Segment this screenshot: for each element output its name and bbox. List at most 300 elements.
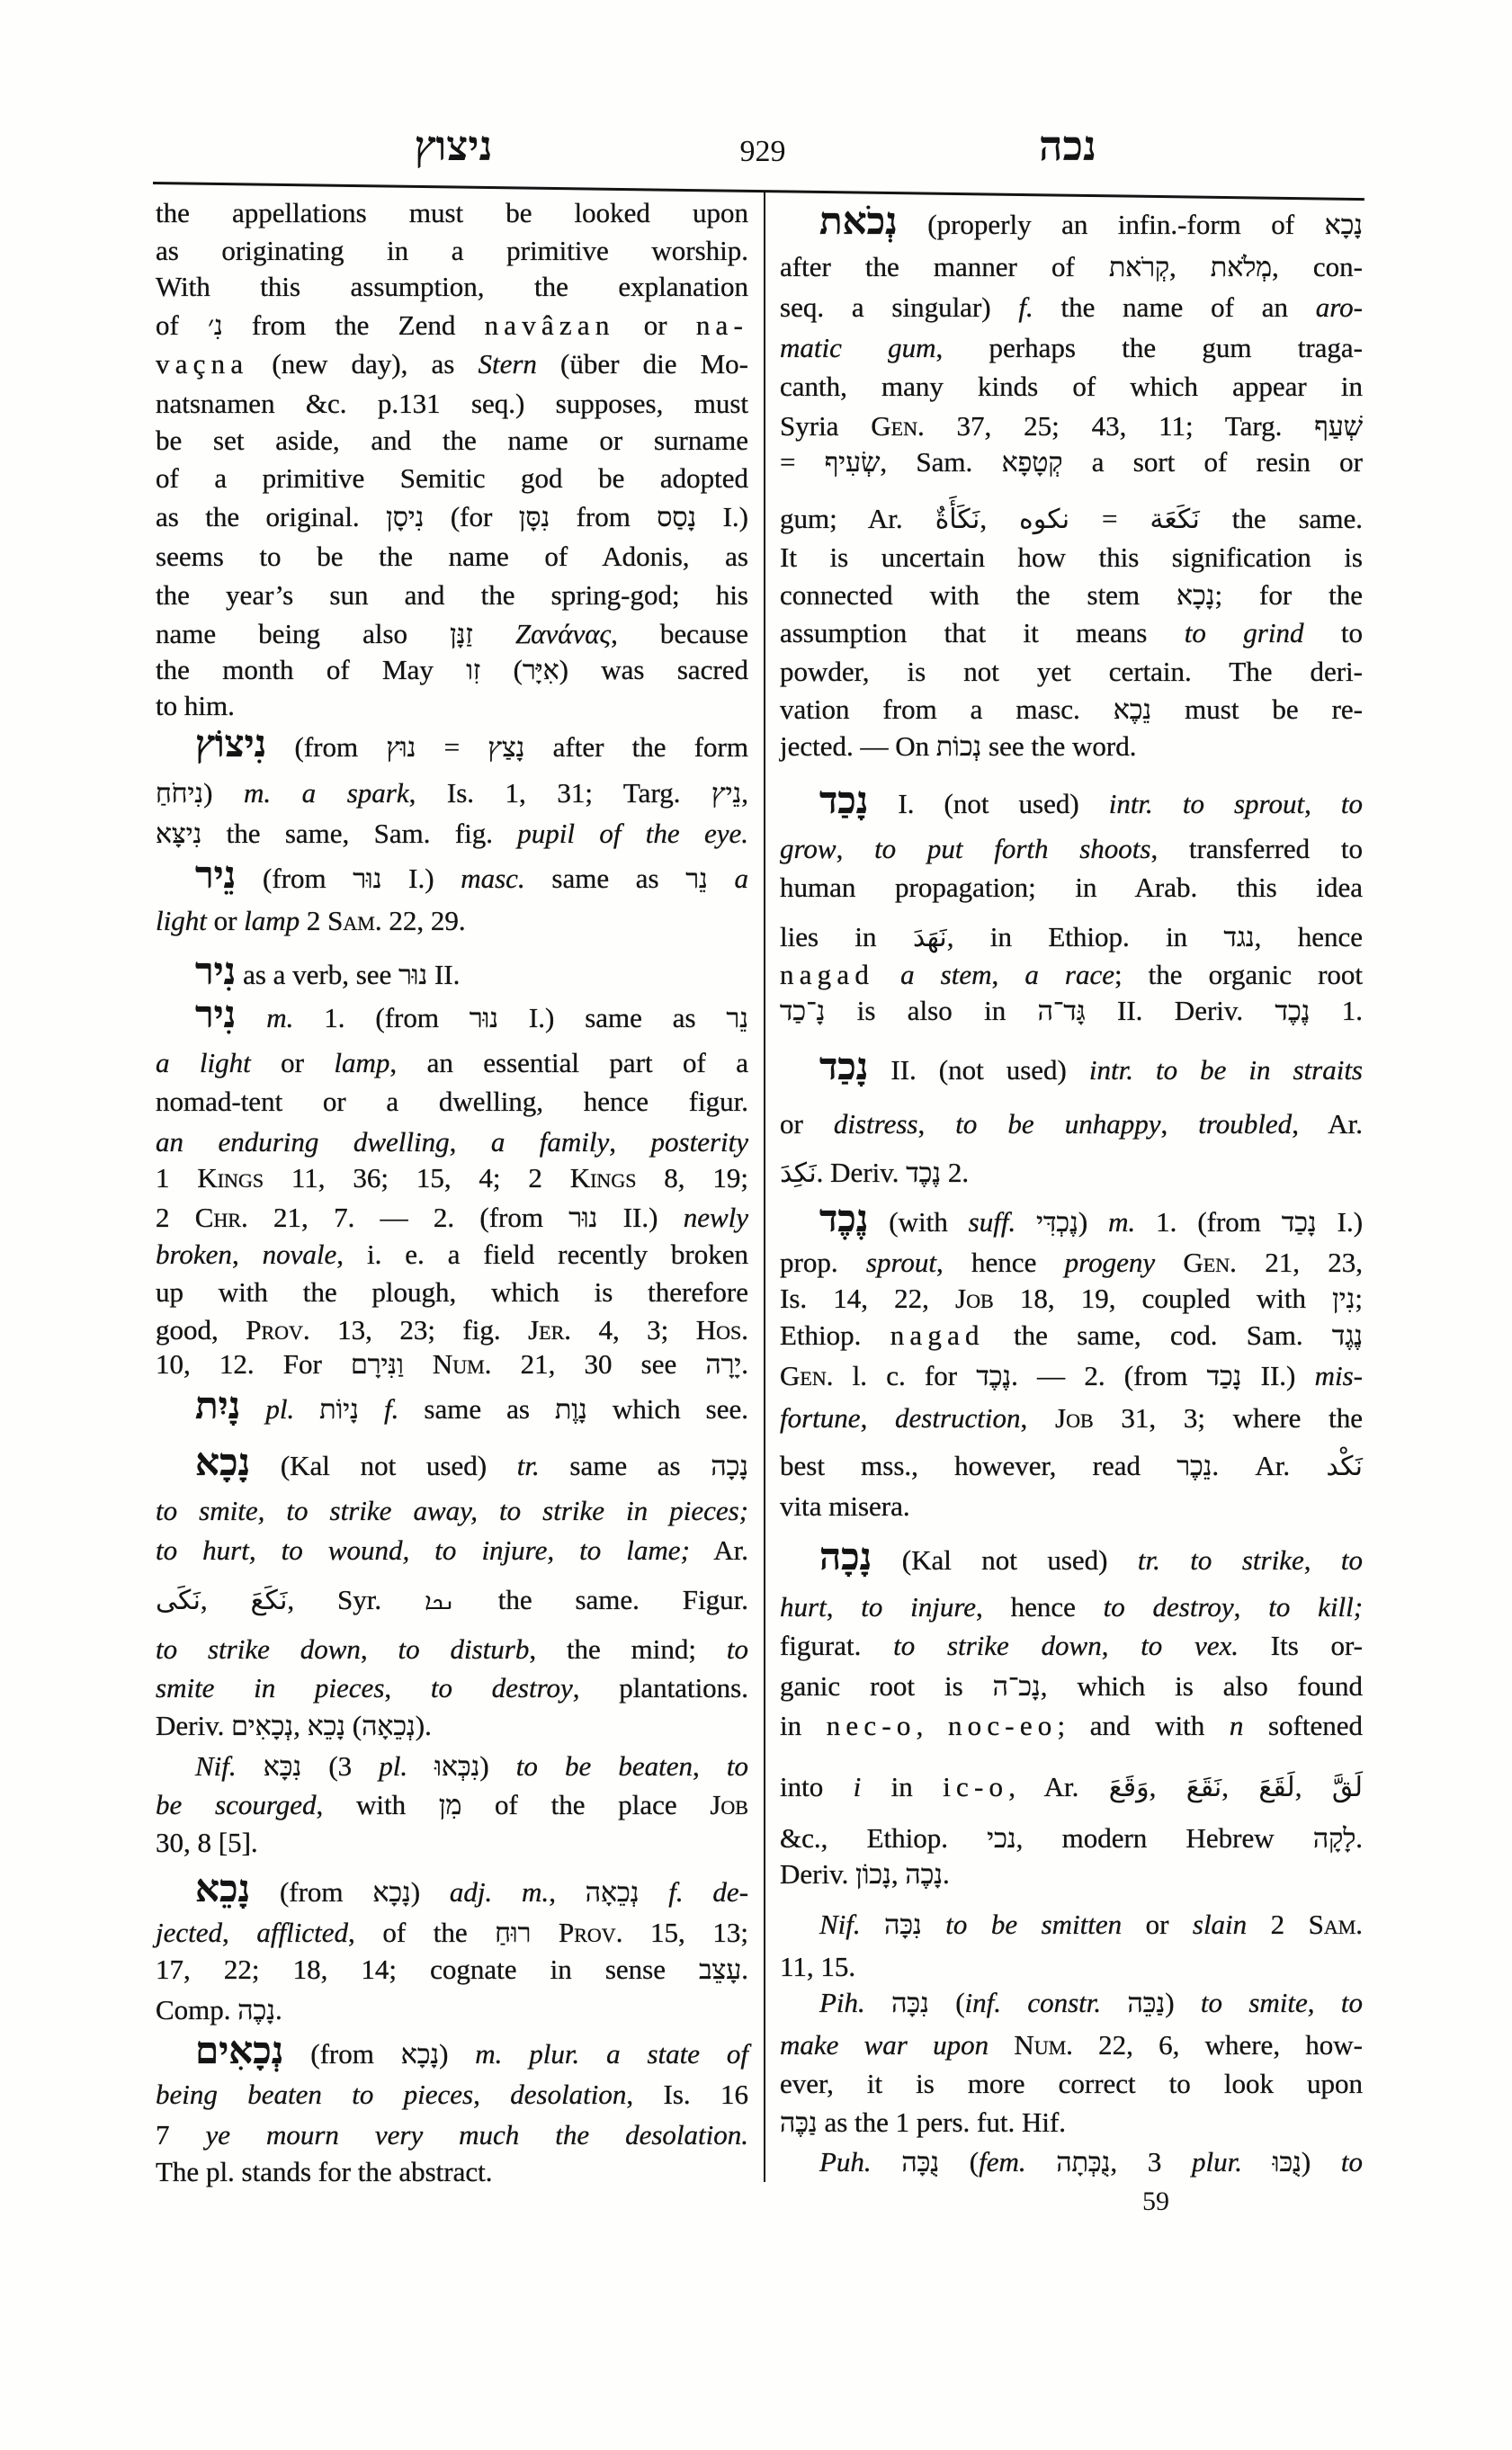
hebrew-word: נֶכֶד bbox=[976, 1362, 1012, 1391]
text-line bbox=[156, 308, 748, 344]
italic-run: a bbox=[734, 863, 748, 894]
arabic-word: نَكَأَةٌ bbox=[935, 504, 980, 535]
text-run: = bbox=[1069, 503, 1150, 534]
text-line bbox=[780, 290, 1363, 326]
text-line bbox=[156, 652, 748, 688]
hebrew-word: נָסַס bbox=[657, 503, 697, 532]
text-line bbox=[780, 957, 1363, 993]
spaced-run: ic-o bbox=[943, 1771, 1009, 1802]
text-run: same as bbox=[524, 863, 686, 894]
text-run: ) bbox=[410, 1876, 450, 1908]
text-line bbox=[780, 993, 1363, 1029]
hebrew-word: נֵכֶר bbox=[1176, 1452, 1212, 1481]
small-caps-run: Job bbox=[1055, 1402, 1094, 1434]
text-run: , bbox=[741, 777, 748, 809]
text-run: 22, 29. bbox=[381, 905, 466, 936]
text-line bbox=[780, 1106, 1363, 1142]
hebrew-word: נֶגֶד bbox=[1331, 1321, 1363, 1351]
text-run: ganic root is bbox=[780, 1670, 993, 1702]
italic-run: to bbox=[726, 1633, 748, 1665]
small-caps-run: Hos. bbox=[695, 1314, 748, 1346]
hebrew-headword: נְכֹאת bbox=[819, 201, 898, 243]
text-line bbox=[780, 2105, 1363, 2141]
italic-run: afflicted bbox=[256, 1917, 348, 1948]
text-run: (from bbox=[250, 1876, 373, 1908]
text-run: II.) bbox=[1241, 1360, 1315, 1391]
italic-run: Nif. bbox=[195, 1750, 237, 1782]
spaced-run: nagad bbox=[780, 959, 875, 990]
italic-run: f. de- bbox=[668, 1876, 749, 1908]
text-run: , bbox=[549, 1876, 586, 1908]
text-line bbox=[780, 615, 1363, 651]
hebrew-word: עָצֵב bbox=[699, 1955, 742, 1985]
text-run: ) bbox=[1078, 1206, 1109, 1238]
text-run: (Kal not used) bbox=[872, 1544, 1138, 1576]
text-run: the appellations must be looked upon bbox=[156, 197, 748, 228]
text-run: in bbox=[861, 1771, 944, 1802]
italic-run: destruction bbox=[895, 1402, 1021, 1434]
hebrew-word: נֵיץ bbox=[711, 779, 742, 809]
text-line bbox=[156, 1708, 748, 1744]
italic-run: to strike down bbox=[156, 1633, 361, 1665]
hebrew-word: נָכַד bbox=[1281, 1208, 1317, 1238]
text-run: the year’s sun and the spring-god; his bbox=[156, 579, 748, 611]
arabic-word: نَكَعَة bbox=[1150, 504, 1200, 535]
hebrew-word: קְרֹאת bbox=[1108, 253, 1170, 282]
text-run: ) bbox=[479, 1750, 516, 1782]
text-line bbox=[156, 1312, 748, 1348]
text-run: (from bbox=[266, 731, 387, 763]
text-run: of the place bbox=[461, 1789, 711, 1820]
text-line bbox=[156, 1915, 748, 1951]
small-caps-run: Sam. bbox=[1308, 1909, 1364, 1940]
text-run: , bbox=[293, 1710, 308, 1741]
text-run: figurat. bbox=[780, 1630, 894, 1661]
text-line bbox=[780, 1281, 1363, 1317]
italic-run: to smite bbox=[1200, 1987, 1308, 2018]
text-run: must be re- bbox=[1151, 693, 1363, 725]
italic-run: to be beaten bbox=[515, 1750, 693, 1782]
text-line bbox=[156, 1748, 748, 1784]
text-run bbox=[1242, 2146, 1273, 2177]
text-run: , hence bbox=[935, 1247, 1065, 1278]
italic-run: a race bbox=[1024, 959, 1114, 990]
italic-run: plur. bbox=[1192, 2146, 1243, 2177]
italic-run: Pih. bbox=[819, 1987, 865, 2018]
italic-run: intr. to be in straits bbox=[1088, 1054, 1363, 1086]
text-line bbox=[156, 688, 748, 724]
italic-run: to destroy bbox=[1103, 1591, 1234, 1623]
hebrew-word: נָכָא bbox=[1324, 210, 1363, 240]
text-run: Comp. bbox=[156, 1994, 238, 2025]
italic-run: f. bbox=[383, 1393, 399, 1425]
text-line bbox=[780, 577, 1363, 613]
hebrew-word: נֵר bbox=[726, 1004, 748, 1033]
text-line bbox=[780, 919, 1363, 955]
text-run: . bbox=[1355, 1822, 1363, 1854]
text-run: up with the plough, which is therefore bbox=[156, 1276, 748, 1308]
text-line bbox=[156, 386, 748, 422]
hebrew-headword: נָכַד bbox=[819, 1047, 869, 1088]
text-run: , transferred to bbox=[1150, 833, 1363, 864]
text-run: , plantations. bbox=[572, 1672, 748, 1703]
text-run: , bbox=[1149, 1771, 1186, 1802]
hebrew-word: נְכוֹת bbox=[935, 732, 982, 762]
text-line bbox=[156, 269, 748, 305]
hebrew-word: נִכָּה bbox=[884, 1910, 922, 1940]
text-run: 21, 30 see bbox=[491, 1348, 706, 1380]
text-line bbox=[156, 1632, 748, 1668]
text-run: ( bbox=[939, 2146, 980, 2177]
text-run: gum; Ar. bbox=[780, 503, 935, 534]
text-run: , Is. 1, 31; Targ. bbox=[408, 777, 711, 809]
text-run: , bbox=[1233, 1591, 1269, 1623]
hebrew-word: רוּחַ bbox=[495, 1918, 532, 1948]
text-run: , i. e. a field recently broken bbox=[336, 1238, 748, 1270]
text-run: , bbox=[1307, 1987, 1341, 2018]
text-line bbox=[156, 1124, 748, 1160]
text-run: same as bbox=[539, 1450, 711, 1481]
italic-run: Ζανάνας bbox=[514, 618, 612, 649]
text-run: , bbox=[200, 1584, 251, 1615]
italic-run: to grind bbox=[1184, 617, 1304, 648]
text-run: II. Deriv. bbox=[1085, 995, 1275, 1026]
hebrew-word: נֵכֶא bbox=[1113, 695, 1152, 725]
text-run: , bbox=[1221, 1771, 1259, 1802]
text-run: ; for the bbox=[1214, 579, 1364, 611]
small-caps-run: Gen. bbox=[871, 410, 925, 442]
text-line bbox=[780, 1589, 1363, 1625]
text-line bbox=[156, 2077, 748, 2113]
text-run: or bbox=[206, 905, 245, 936]
text-line bbox=[780, 501, 1363, 537]
text-line bbox=[780, 1400, 1363, 1436]
hebrew-word: נֻכְּתָה bbox=[1056, 2148, 1111, 2177]
hebrew-word: נוּץ bbox=[386, 733, 416, 763]
small-caps-run: Num. bbox=[1014, 2029, 1073, 2061]
hebrew-headword: נֵיר bbox=[195, 855, 237, 897]
text-run: ever, it is more correct to look upon bbox=[780, 2068, 1363, 2099]
text-run: , bbox=[1169, 251, 1211, 282]
text-run: I. (not used) bbox=[868, 788, 1109, 819]
text-run: from the Zend bbox=[222, 309, 485, 341]
hebrew-word: מְלֹאת bbox=[1210, 253, 1273, 282]
text-line bbox=[156, 233, 748, 269]
text-run: , con- bbox=[1272, 251, 1363, 282]
text-run: ) bbox=[1165, 1987, 1201, 2018]
running-head-left: ניצוץ bbox=[414, 123, 493, 169]
hebrew-word: נְכֵאָה bbox=[362, 1712, 416, 1741]
text-run: , bbox=[1101, 1630, 1141, 1661]
text-line bbox=[156, 195, 748, 231]
text-run: . bbox=[943, 1858, 950, 1890]
text-line bbox=[156, 1084, 748, 1120]
text-line bbox=[780, 1245, 1363, 1281]
text-run: . Ar. bbox=[1212, 1450, 1327, 1481]
text-run bbox=[708, 863, 735, 894]
text-run: to him. bbox=[156, 690, 235, 721]
text-line bbox=[780, 1318, 1363, 1354]
text-line bbox=[780, 1949, 1363, 1985]
italic-run: intr. to sprout bbox=[1108, 788, 1305, 819]
hebrew-word: גָּד־ה bbox=[1037, 997, 1086, 1026]
text-run: ; bbox=[1355, 1283, 1364, 1314]
text-run: , bbox=[860, 1402, 896, 1434]
italic-run: to bbox=[1340, 1544, 1364, 1576]
text-run bbox=[359, 1393, 384, 1425]
text-run: Is. 14, 22, bbox=[780, 1283, 956, 1314]
text-run: , hence bbox=[976, 1591, 1104, 1623]
text-line bbox=[156, 1443, 748, 1484]
text-run bbox=[1101, 1987, 1127, 2018]
hebrew-word: נִכָּה bbox=[891, 1989, 929, 2018]
small-caps-run: Prov. bbox=[246, 1314, 310, 1346]
arabic-word: نَكَى bbox=[156, 1585, 201, 1616]
text-run: ) bbox=[203, 777, 244, 809]
text-run: (Kal not used) bbox=[250, 1450, 517, 1481]
text-run bbox=[639, 1876, 668, 1908]
text-run: 1. (from bbox=[293, 1002, 470, 1033]
hebrew-word: נוּר bbox=[398, 961, 428, 990]
text-line bbox=[156, 499, 748, 535]
text-run bbox=[861, 1909, 884, 1940]
italic-run: make war upon bbox=[780, 2029, 989, 2061]
italic-run: light bbox=[156, 905, 207, 936]
hebrew-word: נָיוֹת bbox=[319, 1395, 359, 1425]
text-run bbox=[874, 959, 900, 990]
italic-run: slain bbox=[1192, 1909, 1248, 1940]
text-run: ; and with bbox=[1057, 1710, 1230, 1741]
text-run: 18, 19, coupled with bbox=[993, 1283, 1333, 1314]
text-line bbox=[780, 540, 1363, 576]
text-run: into bbox=[780, 1771, 854, 1802]
text-line bbox=[156, 2031, 748, 2072]
text-line bbox=[156, 1582, 748, 1618]
text-run: prop. bbox=[780, 1247, 866, 1278]
hebrew-headword: נָכָא bbox=[195, 1443, 251, 1484]
text-run: , Is. 16 bbox=[626, 2079, 749, 2110]
text-run: 2 bbox=[156, 1202, 195, 1233]
italic-run: pupil of the eye. bbox=[517, 818, 748, 849]
text-run: (from bbox=[283, 2038, 401, 2070]
text-run: or bbox=[614, 309, 696, 341]
text-run: a sort of resin or bbox=[1062, 446, 1363, 478]
text-line bbox=[156, 1992, 748, 2028]
text-run bbox=[531, 1917, 559, 1948]
text-line bbox=[156, 423, 748, 459]
text-run: , because bbox=[611, 618, 748, 649]
text-run: , bbox=[693, 1750, 727, 1782]
text-run: 4, 3; bbox=[571, 1314, 696, 1346]
text-run: to bbox=[1303, 617, 1363, 648]
spaced-run: na- bbox=[695, 309, 749, 341]
text-run: as a verb, see bbox=[236, 959, 399, 990]
text-line bbox=[156, 1670, 748, 1706]
text-run: after the form bbox=[524, 731, 748, 763]
hebrew-word: נָכָה bbox=[711, 1452, 748, 1481]
text-run bbox=[407, 1750, 434, 1782]
italic-run: grow bbox=[780, 833, 837, 864]
italic-run: m. a spark bbox=[244, 777, 409, 809]
italic-run: fem. bbox=[979, 2146, 1026, 2177]
italic-run: f. bbox=[1018, 291, 1033, 323]
italic-run: be scourged bbox=[156, 1789, 317, 1820]
italic-run: Stern bbox=[478, 348, 537, 380]
small-caps-run: Kings bbox=[197, 1162, 264, 1194]
text-run: , bbox=[609, 1126, 651, 1158]
text-run: good, bbox=[156, 1314, 246, 1346]
text-run: powder, is not yet certain. The deri- bbox=[780, 656, 1363, 687]
text-run: ( bbox=[480, 654, 523, 685]
text-line bbox=[780, 249, 1363, 285]
hebrew-headword: נִיצוֹץ bbox=[195, 724, 267, 765]
column-right bbox=[780, 0, 1363, 2450]
text-run: ( bbox=[345, 1710, 362, 1741]
text-run: seems to be the name of Adonis, as bbox=[156, 541, 748, 572]
text-run: , bbox=[449, 1126, 491, 1158]
text-run: the same. Figur. bbox=[454, 1584, 748, 1615]
hebrew-word: נִכְּאוּ bbox=[434, 1752, 480, 1782]
text-run: Deriv. bbox=[156, 1710, 232, 1741]
text-run: 17, 22; 18, 14; cognate in sense bbox=[156, 1954, 700, 1985]
hebrew-word: זִו bbox=[466, 656, 481, 685]
arabic-word: نَهَدَ bbox=[912, 922, 947, 953]
text-line bbox=[780, 2144, 1363, 2180]
text-run: 8, 19; bbox=[636, 1162, 748, 1194]
hebrew-headword: נָכָה bbox=[819, 1537, 872, 1578]
text-run: , Sam. bbox=[880, 446, 1002, 478]
spaced-run: noc-eo bbox=[947, 1710, 1058, 1741]
text-run: of a primitive Semitic god be adopted bbox=[156, 462, 748, 494]
hebrew-word: לָקָה bbox=[1312, 1824, 1356, 1854]
text-line bbox=[156, 1200, 748, 1236]
text-run: or bbox=[250, 1047, 335, 1078]
italic-run: to bbox=[726, 1750, 749, 1782]
text-run: ) was sacred bbox=[559, 654, 749, 685]
hebrew-headword: נָיִת bbox=[195, 1386, 241, 1427]
italic-run: jected bbox=[156, 1917, 223, 1948]
text-line bbox=[156, 1869, 749, 1910]
italic-run: masc. bbox=[461, 863, 525, 894]
text-run: human propagation; in Arab. this idea bbox=[780, 872, 1363, 903]
text-line bbox=[156, 2117, 748, 2153]
text-run: I.) bbox=[696, 501, 748, 532]
italic-run: pl. bbox=[265, 1393, 295, 1425]
text-run: , bbox=[1160, 1108, 1199, 1140]
hebrew-word: נִ׳ bbox=[208, 311, 223, 341]
text-line bbox=[156, 1493, 748, 1529]
text-line bbox=[780, 2066, 1363, 2102]
hebrew-word: נָכָא bbox=[1176, 581, 1215, 611]
text-run: , bbox=[384, 1672, 431, 1703]
hebrew-word: יָרָה bbox=[705, 1350, 742, 1380]
hebrew-word: מִן bbox=[438, 1791, 462, 1820]
text-run: , modern Hebrew bbox=[1015, 1822, 1313, 1854]
text-line bbox=[156, 1533, 748, 1569]
hebrew-word: נָכֶה bbox=[905, 1860, 944, 1890]
text-line bbox=[780, 654, 1363, 690]
text-run: , bbox=[917, 1108, 956, 1140]
text-run: , bbox=[1303, 1544, 1341, 1576]
text-line bbox=[156, 346, 748, 382]
text-line bbox=[156, 903, 748, 939]
text-run: , bbox=[222, 1917, 257, 1948]
text-run bbox=[294, 1393, 319, 1425]
column-divider bbox=[764, 192, 765, 2182]
text-run: or bbox=[1122, 1909, 1193, 1940]
hebrew-word: נוּר bbox=[353, 864, 382, 894]
small-caps-run: Num. bbox=[432, 1348, 492, 1380]
text-run: Its or- bbox=[1239, 1630, 1364, 1661]
italic-run: a family bbox=[490, 1126, 610, 1158]
spaced-run: navâzan bbox=[484, 309, 615, 341]
italic-run: to smite, to strike away, to strike in pieces; bbox=[156, 1495, 748, 1526]
text-line bbox=[156, 952, 748, 993]
hebrew-word: נִין bbox=[1332, 1284, 1355, 1314]
text-run: (über die Mo- bbox=[536, 348, 748, 380]
italic-run: to strike down bbox=[893, 1630, 1102, 1661]
hebrew-word: נִיחֹחַ bbox=[156, 779, 204, 809]
text-run: Ar. bbox=[689, 1534, 748, 1566]
text-line bbox=[156, 1237, 748, 1273]
text-line bbox=[156, 816, 748, 852]
hebrew-word: נוּר bbox=[469, 1004, 499, 1033]
italic-run: mis- bbox=[1314, 1360, 1363, 1391]
italic-run: pl. bbox=[379, 1750, 408, 1782]
hebrew-word: נִיצָּא bbox=[156, 819, 202, 849]
text-run: 21, 23, bbox=[1236, 1247, 1364, 1278]
text-run: as the original. bbox=[156, 501, 387, 532]
hebrew-word: נָכוֹן bbox=[855, 1860, 891, 1890]
running-head-right: נכה bbox=[1039, 123, 1096, 169]
text-run: , hence bbox=[1254, 921, 1363, 952]
italic-run: an enduring dwelling bbox=[156, 1126, 450, 1158]
text-run: 13, 23; fig. bbox=[309, 1314, 529, 1346]
text-run: 10, 12. For bbox=[156, 1348, 351, 1380]
text-line bbox=[156, 1346, 748, 1382]
italic-run: to disturb bbox=[398, 1633, 530, 1665]
arabic-word: نَقَعَ bbox=[1185, 1772, 1222, 1803]
italic-run: to be smitten bbox=[945, 1909, 1123, 1940]
text-run: . Deriv. bbox=[816, 1157, 907, 1188]
text-run: 37, 25; 43, 11; Targ. bbox=[924, 410, 1315, 442]
text-run: 31, 3; where the bbox=[1093, 1402, 1364, 1434]
hebrew-word: נֶכֶד bbox=[1275, 997, 1311, 1026]
text-run: ) bbox=[439, 2038, 476, 2070]
text-line bbox=[156, 1274, 748, 1310]
hebrew-word: נָכ־ה bbox=[992, 1672, 1041, 1702]
text-run: the month of May bbox=[156, 654, 467, 685]
text-run bbox=[1015, 1206, 1036, 1238]
text-line bbox=[156, 724, 748, 765]
italic-run: to put forth shoots bbox=[874, 833, 1151, 864]
italic-run: hurt bbox=[780, 1591, 827, 1623]
text-run: , 3 bbox=[1110, 2146, 1193, 2177]
text-run: 21, 7. — 2. (from bbox=[247, 1202, 569, 1233]
text-run: 2. bbox=[941, 1157, 970, 1188]
text-run: (new day), as bbox=[248, 348, 479, 380]
text-run: , Ar. bbox=[1292, 1108, 1364, 1140]
small-caps-run: Gen. bbox=[1183, 1247, 1237, 1278]
text-line bbox=[780, 1820, 1363, 1856]
text-run: the name of an bbox=[1033, 291, 1316, 323]
text-line bbox=[780, 1537, 1364, 1578]
hebrew-headword: נִיר bbox=[195, 952, 237, 993]
text-line bbox=[780, 692, 1363, 728]
text-run: which see. bbox=[586, 1393, 748, 1425]
italic-run: a light bbox=[156, 1047, 251, 1078]
italic-run: to be unhappy bbox=[955, 1108, 1161, 1140]
